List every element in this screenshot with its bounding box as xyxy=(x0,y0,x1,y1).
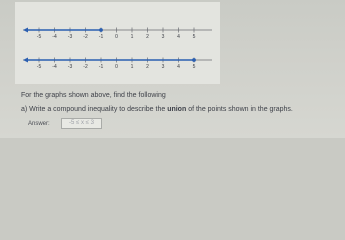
tick-label: 4 xyxy=(177,34,180,40)
tick-label: 3 xyxy=(161,64,165,70)
number-line-2 xyxy=(23,58,212,63)
tick-label: -2 xyxy=(83,34,88,40)
tick-label: 5 xyxy=(192,64,196,70)
endpoint-dot xyxy=(99,28,103,32)
tick-label: 4 xyxy=(177,64,180,70)
left-arrow-icon xyxy=(23,58,28,63)
left-arrow-icon xyxy=(23,28,28,33)
tick-label: 5 xyxy=(192,34,196,40)
tick-label: 1 xyxy=(130,34,134,40)
tick-label: 2 xyxy=(146,64,149,70)
tick-label: 1 xyxy=(130,64,134,70)
tick-label: -2 xyxy=(83,64,88,70)
tick-label: -4 xyxy=(52,34,57,40)
answer-input[interactable]: -5 ≤ x ≤ 3 xyxy=(61,118,102,129)
tick-label: -3 xyxy=(67,34,73,40)
tick-label: -5 xyxy=(36,34,42,40)
number-lines-figure xyxy=(15,2,220,84)
endpoint-dot xyxy=(192,58,196,62)
tick-label: 2 xyxy=(146,34,149,40)
question-prefix: a) Write a compound inequality to describe the xyxy=(21,106,168,113)
answer-label: Answer: xyxy=(28,121,50,127)
question-suffix: of the points shown in the graphs. xyxy=(186,106,293,113)
tick-label: -1 xyxy=(98,34,104,40)
tick-label: -1 xyxy=(98,64,104,70)
tick-label: 0 xyxy=(115,64,118,70)
number-line-1 xyxy=(23,28,212,33)
prompt-text: For the graphs shown above, find the following xyxy=(21,92,166,99)
tick-label: -5 xyxy=(36,64,42,70)
tick-label: -4 xyxy=(52,64,57,70)
graphs-panel xyxy=(15,2,220,84)
question-bold-word: union xyxy=(167,106,187,113)
tick-label: 0 xyxy=(115,34,118,40)
tick-label: 3 xyxy=(161,34,165,40)
tick-label: -3 xyxy=(67,64,73,70)
question-text xyxy=(21,106,293,113)
